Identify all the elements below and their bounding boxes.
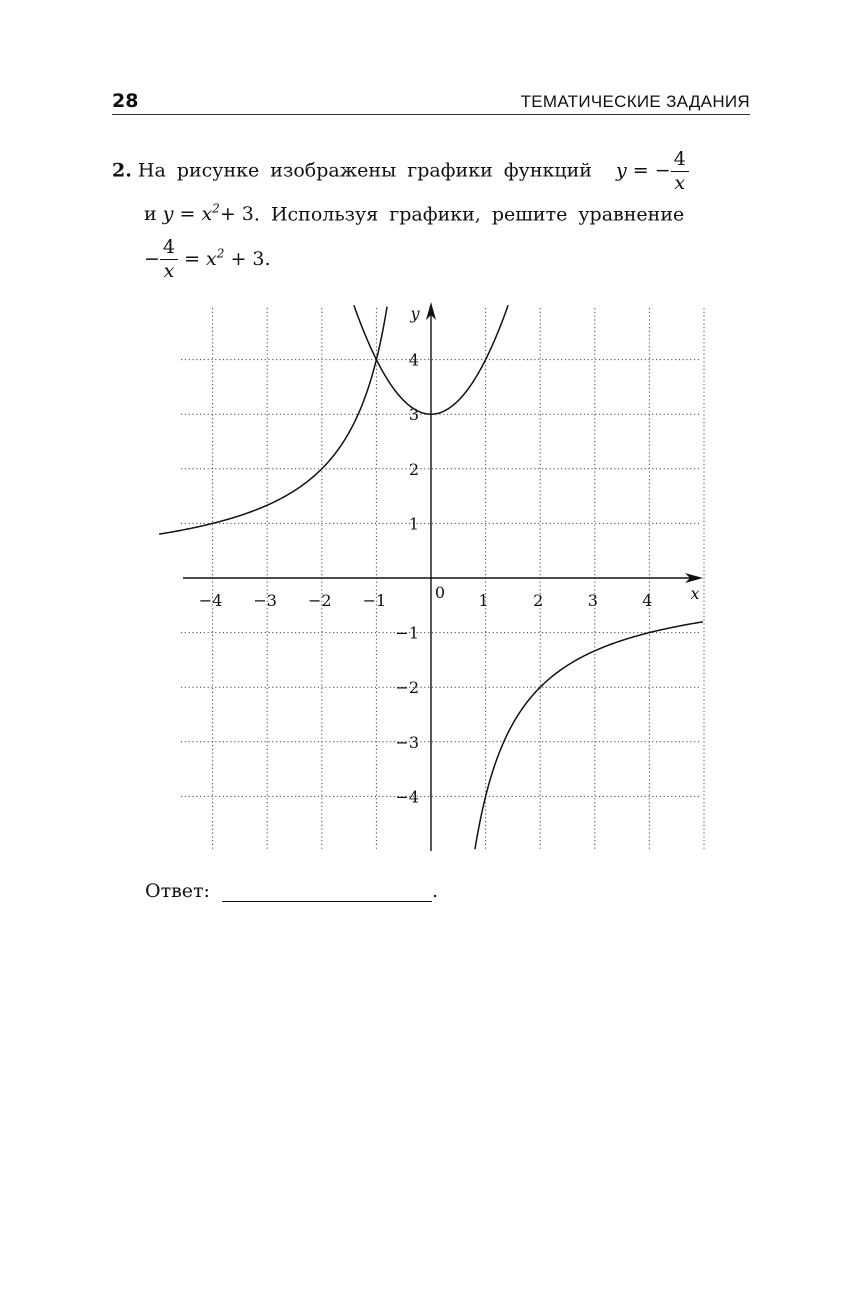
x-tick-label: −4 <box>198 591 223 610</box>
x-tick-label: 1 <box>478 591 489 610</box>
function-2-tail: + 3 <box>219 203 254 226</box>
y-tick-label: 3 <box>408 405 419 425</box>
y-tick-label: 4 <box>408 350 419 370</box>
x-axis-label: x <box>690 584 700 603</box>
problem-number: 2. <box>112 159 132 182</box>
equation-rhs-exponent: 2 <box>216 246 225 261</box>
x-tick-label: 3 <box>587 591 598 610</box>
answer-field <box>145 880 438 902</box>
x-tick-label: −2 <box>308 591 332 610</box>
answer-label: Ответ: <box>145 880 210 902</box>
function-1-denominator: x <box>674 172 686 194</box>
function-1-numerator: 4 <box>671 150 689 172</box>
hyperbola-right-branch <box>475 622 703 849</box>
conjunction: и <box>144 203 157 226</box>
equation-rhs-base: = x <box>184 247 217 270</box>
equation-numerator: 4 <box>160 238 178 260</box>
hyperbola-left-branch <box>159 307 387 534</box>
x-tick-label: −1 <box>362 591 387 610</box>
problem-text-1: На рисунке изображены графики функций <box>137 159 592 182</box>
x-tick-label: −3 <box>253 591 277 610</box>
page-number: 28 <box>112 90 139 112</box>
function-2-base: y = x <box>162 203 213 226</box>
tick-labels <box>199 304 700 806</box>
y-tick-label: 2 <box>408 459 419 479</box>
problem-text-2: . Используя графики, решите уравнение <box>253 203 685 226</box>
answer-suffix: . <box>431 880 438 902</box>
origin-label: 0 <box>434 583 446 602</box>
y-tick-label: −1 <box>395 623 419 643</box>
function-1-lhs: y = − <box>616 159 671 182</box>
answer-blank[interactable] <box>222 883 432 902</box>
y-tick-label: −2 <box>395 678 419 698</box>
running-title: ТЕМАТИЧЕСКИЕ ЗАДАНИЯ <box>520 92 750 111</box>
y-tick-label: −3 <box>395 732 419 752</box>
equation-denominator: x <box>163 260 175 282</box>
y-tick-label: 1 <box>408 514 419 534</box>
x-tick-label: 2 <box>533 591 544 610</box>
equation-minus: − <box>144 247 160 270</box>
function-2-exponent: 2 <box>212 202 220 216</box>
axes <box>183 302 703 851</box>
x-tick-label: 4 <box>642 591 653 610</box>
y-tick-label: −4 <box>395 787 419 807</box>
y-axis-label: y <box>410 304 420 323</box>
equation-rhs-tail: + 3. <box>230 247 271 270</box>
